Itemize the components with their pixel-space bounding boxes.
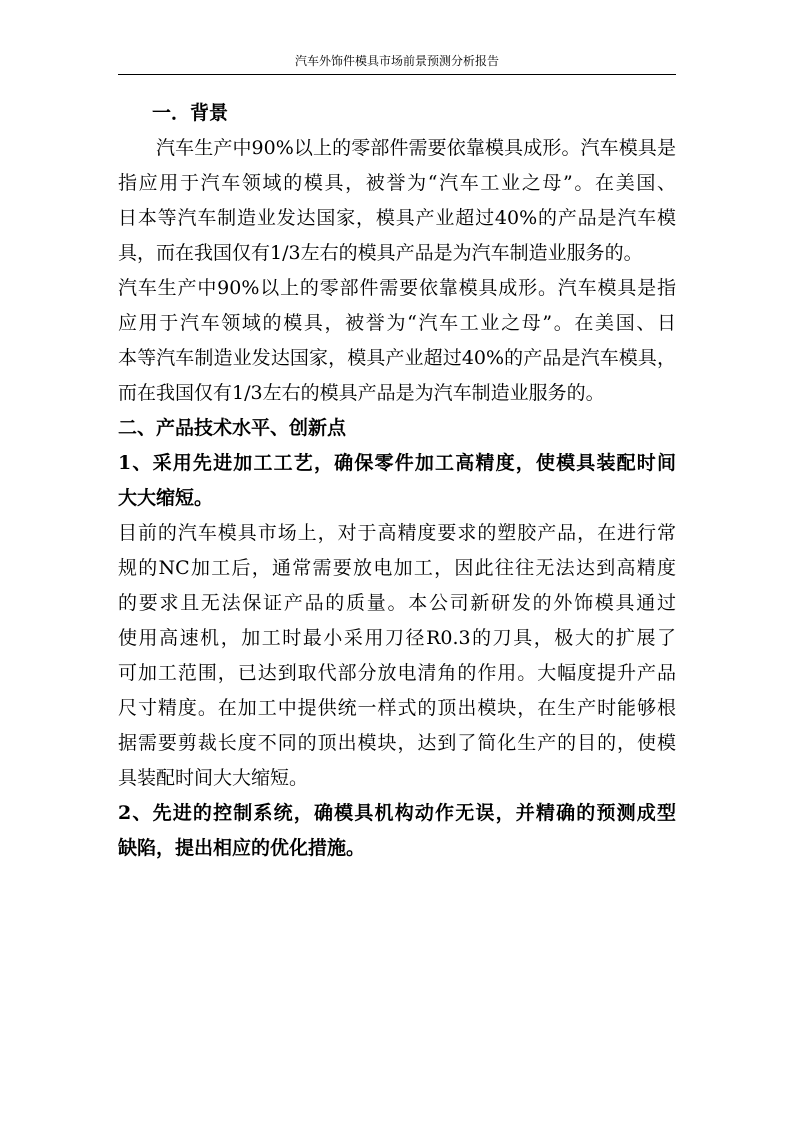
paragraph-line: 规的NC加工后，通常需要放电加工，因此往往无法达到高精度 [118,557,676,579]
header-title: 汽车外饰件模具市场前景预测分析报告 [294,54,499,68]
heading-section-2: 二、产品技术水平、创新点 [118,417,347,439]
paragraph-line: 本等汽车制造业发达国家，模具产业超过40%的产品是汽车模具， [118,347,676,369]
paragraph-line: 据需要剪裁长度不同的顶出模块，达到了简化生产的目的，使模 [118,732,676,754]
paragraph-line: 日本等汽车制造业发达国家，模具产业超过40%的产品是汽车模 [118,207,676,229]
point-heading-line: 缺陷，提出相应的优化措施。 [118,837,366,859]
paragraph-line: 使用高速机，加工时最小采用刀径R0.3的刀具，极大的扩展了 [118,627,676,649]
paragraph-line: 指应用于汽车领域的模具，被誉为“汽车工业之母”。在美国、 [118,172,676,194]
point-heading-line: 大大缩短。 [118,487,214,509]
paragraph-line: 尺寸精度。在加工中提供统一样式的顶出模块，在生产时能够根 [118,697,676,719]
point-heading-line: 1、采用先进加工工艺，确保零件加工高精度，使模具装配时间 [118,452,676,474]
paragraph-line: 具装配时间大大缩短。 [118,767,309,789]
document-body [118,96,676,866]
point-heading-line: 2、先进的控制系统，确模具机构动作无误，并精确的预测成型 [118,802,676,824]
paragraph-line: 应用于汽车领域的模具，被誉为“汽车工业之母”。在美国、日 [118,312,676,334]
paragraph-line: 的要求且无法保证产品的质量。本公司新研发的外饰模具通过 [118,592,676,614]
paragraph-line: 目前的汽车模具市场上，对于高精度要求的塑胶产品，在进行常 [118,522,676,544]
paragraph-line: 汽车生产中90%以上的零部件需要依靠模具成形。汽车模具是指 [118,277,676,299]
paragraph-line: 而在我国仅有1/3左右的模具产品是为汽车制造业服务的。 [118,382,605,404]
heading-background: 一．背景 [152,102,229,124]
paragraph-line: 具，而在我国仅有1/3左右的模具产品是为汽车制造业服务的。 [118,242,643,264]
paragraph-line: 可加工范围，已达到取代部分放电清角的作用。大幅度提升产品 [118,662,676,684]
paragraph-line: 汽车生产中90%以上的零部件需要依靠模具成形。汽车模具是 [156,137,676,159]
page-header [118,52,676,75]
